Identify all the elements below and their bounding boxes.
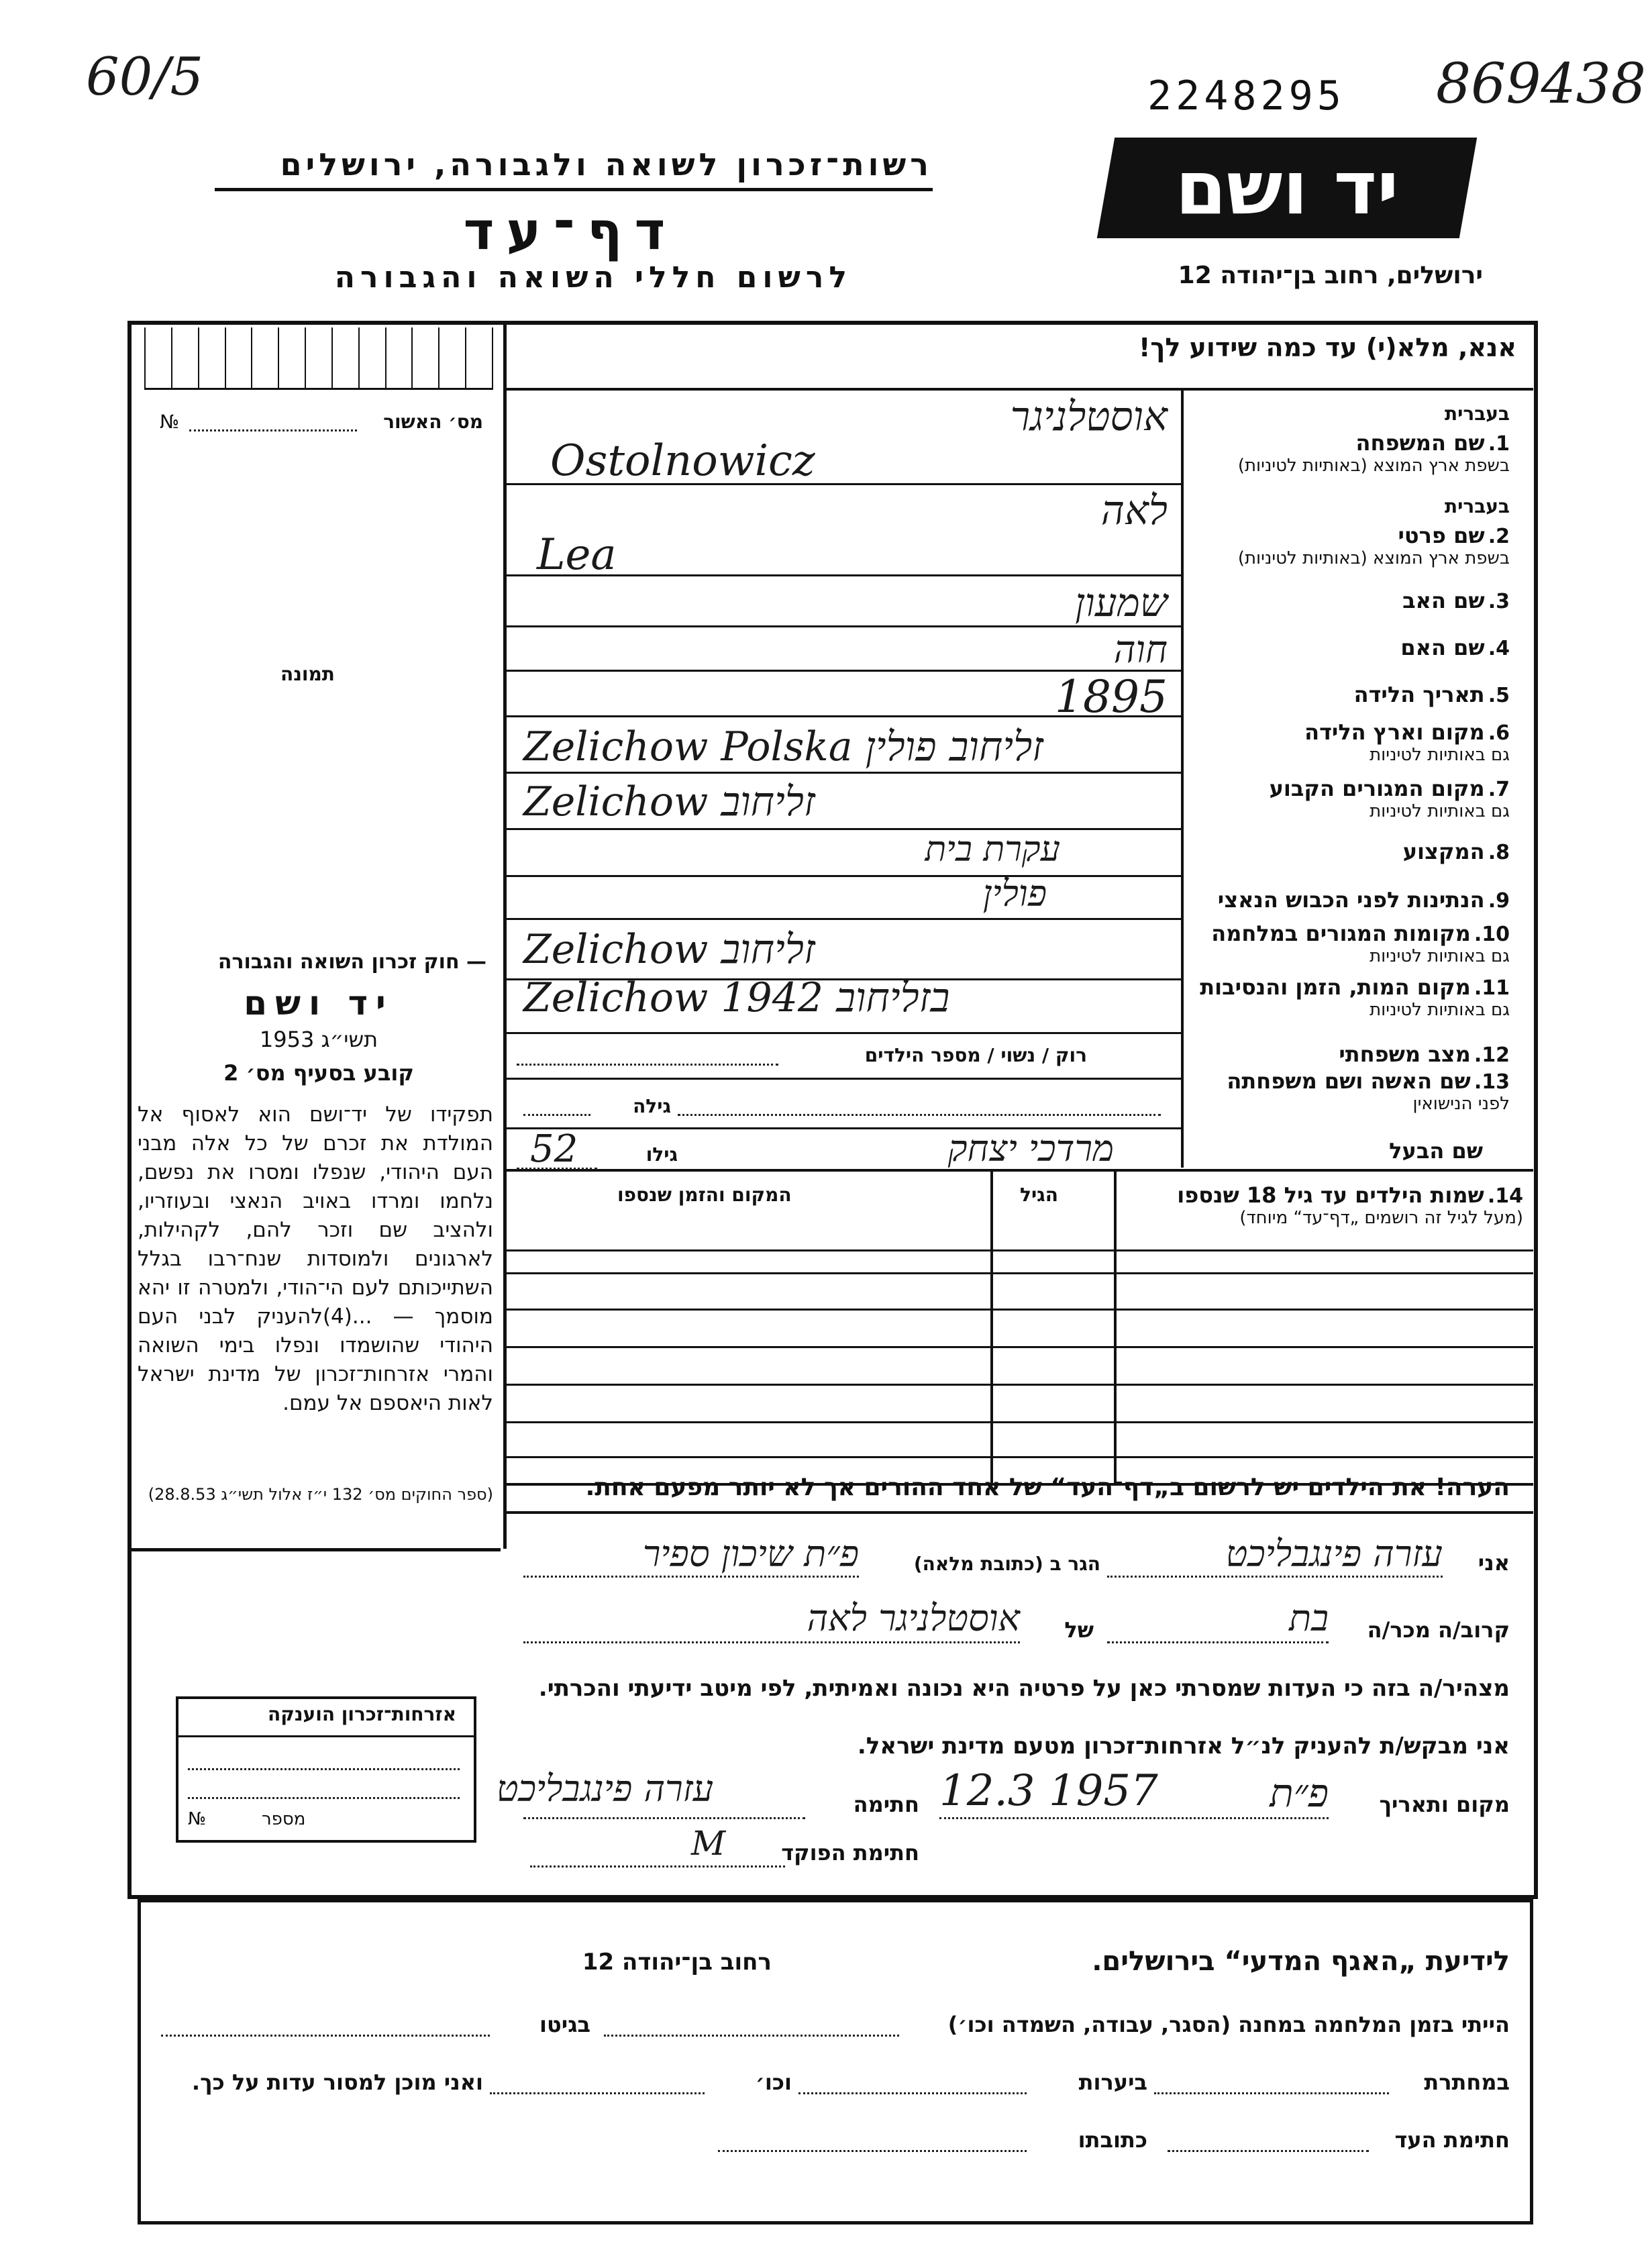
law-name: יד ושם <box>244 984 394 1023</box>
approval-no-label: מס׳ האשור <box>383 411 483 433</box>
wartime-residence[interactable]: Zelichow זליחוב <box>523 926 815 973</box>
place-value[interactable]: פ״ת <box>1270 1770 1329 1816</box>
field-12-number: 12. <box>1474 1043 1510 1067</box>
field-3-label: שם האב <box>1402 588 1485 613</box>
field-11-number: 11. <box>1474 976 1510 1000</box>
corner-handwritten-note: 60/5 <box>86 47 204 107</box>
of-label: של <box>1064 1617 1094 1643</box>
nationality[interactable]: פולין <box>982 872 1047 915</box>
field-1-hebrew-tag: בעברית <box>1444 403 1510 425</box>
victim-name-repeat[interactable]: אוסטלניגר לאה <box>807 1597 1020 1639</box>
scientific-dept-address: רחוב בן־יהודה 12 <box>582 1949 772 1976</box>
declarant-label: אני <box>1478 1550 1510 1576</box>
field-1-number: 1. <box>1488 432 1510 456</box>
place-date-label: מקום ותאריך <box>1379 1792 1510 1817</box>
field-12-label: מצב משפחתי <box>1339 1041 1471 1067</box>
first-name-hebrew[interactable]: לאה <box>1100 487 1168 534</box>
field-10-label: מקומות המגורים במלחמה <box>1211 921 1471 946</box>
scientific-dept-title: לידיעת „האגף המדעי“ בירושלים. <box>1092 1946 1510 1977</box>
birth-place[interactable]: Zelichow Polska זליחוב פולין <box>523 723 1043 770</box>
date-value[interactable]: 12.3 1957 <box>939 1766 1158 1816</box>
law-clause: קובע בסעיף מס׳ 2 <box>223 1060 414 1086</box>
field-1-sub: בשפת ארץ המוצא (באותיות לטיניות) <box>1237 456 1510 476</box>
authority-heading: רשות־זכרון לשואה ולגבורה, ירושלים <box>215 146 933 191</box>
forests-label: ביערות <box>1078 2069 1147 2095</box>
husband-age[interactable]: 52 <box>530 1127 578 1171</box>
field-13-sub: לפני הנישואין <box>1412 1094 1510 1114</box>
tear-strip <box>144 327 493 390</box>
approval-no-symbol: № <box>160 411 180 433</box>
address-label: הגר ב (כתובת מלאה) <box>913 1553 1100 1575</box>
etc-label: וכו׳ <box>755 2069 792 2095</box>
field-1-label: שם המשפחה <box>1355 430 1485 456</box>
field-11-label: מקום המות, הזמן והנסיבות <box>1200 974 1471 1000</box>
field-9-label: הנתינות לפני הכבוש הנאצי <box>1217 887 1485 913</box>
yad-vashem-logo <box>1097 138 1477 238</box>
field-8-number: 8. <box>1488 841 1510 864</box>
declarant-signature[interactable]: עזרה פינגבליכט <box>497 1768 714 1810</box>
family-name-hebrew[interactable]: אוסטלניגר <box>1010 393 1168 440</box>
logo-text: יד ושם <box>1175 145 1399 231</box>
law-text: תפקידו של יד־ושם הוא לאסוף אל המולדת את זכרם של כל אלה מבני העם היהודי, שנפלו ומסרו את נפשם, נלחמו ומרדו באויב הנאצי ובעוזריו, ולהציב שם וזכר להם, לקהילות, לארגונים ולמוסדות שנח־רבו בגלל השתייכותם לעם הי־הודי, ולמטרה זו יהא מוסמך — ...(4)להעניק לבני העם היהודי שהושמדו ונפלו בימי השואה והמרי אזרחות־זכרון של מדינת ישראל לאות היאספם אל עמם. <box>138 1103 493 1415</box>
relation-value[interactable]: בת <box>1289 1597 1329 1639</box>
permanent-residence[interactable]: Zelichow זליחוב <box>523 778 815 825</box>
field-13-number: 13. <box>1474 1070 1510 1094</box>
field-5-number: 5. <box>1488 684 1510 707</box>
law-title: — חוק זכרון השואה והגבורה <box>217 950 486 974</box>
field-13-label: שם האשה ושם משפחתה <box>1227 1068 1471 1094</box>
citizenship-box-number-label: מספר <box>262 1809 306 1829</box>
children-sub: (מעל לגיל זה רושמים „דף־עד“ מיוחד) <box>1239 1208 1523 1228</box>
field-14-number: 14. <box>1487 1184 1523 1208</box>
field-10-number: 10. <box>1474 923 1510 946</box>
field-2-sub: בשפת ארץ המוצא (באותיות לטיניות) <box>1237 548 1510 568</box>
witness-address-label: כתובתו <box>1078 2127 1147 2153</box>
field-2-label-group <box>1188 495 1510 568</box>
husband-age-label: גילו <box>646 1143 678 1166</box>
field-5-label: תאריך הלידה <box>1353 682 1485 707</box>
children-col-age: הגיל <box>1020 1184 1058 1206</box>
field-7-label: מקום המגורים הקבוע <box>1269 776 1485 801</box>
law-reference: (ספר החוקים מס׳ 132 י״ז אלול תשי״ג 28.8.53) <box>148 1485 493 1504</box>
law-year: תשי״ג 1953 <box>259 1027 378 1052</box>
field-11-sub: גם באותיות לטיניות <box>1370 1000 1510 1020</box>
camp-question: הייתי בזמן המלחמה במחנה (הסגר, עבודה, השמדה וכו׳) <box>947 2012 1510 2037</box>
declaration-statement: מצהיר/ה בזה כי העדות שמסרתי כאן על פרטיה היא נכונה ואמיתית, לפי מיטב ידיעתי והכרתי. <box>538 1675 1510 1702</box>
field-4-number: 4. <box>1488 637 1510 660</box>
citizenship-box-number-symbol: № <box>188 1809 207 1829</box>
field-6-sub: גם באותיות לטיניות <box>1370 745 1510 765</box>
field-3-number: 3. <box>1488 590 1510 613</box>
witness-signature-label: חתימת העד <box>1394 2127 1510 2153</box>
wife-age-label: גילה <box>633 1095 671 1117</box>
mother-name[interactable]: חוה <box>1113 628 1168 672</box>
field-10-sub: גם באותיות לטיניות <box>1370 946 1510 966</box>
husband-label: שם הבעל <box>1389 1138 1483 1164</box>
field-2-label: שם פרטי <box>1398 523 1485 548</box>
field-9-number: 9. <box>1488 889 1510 913</box>
form-subtitle: לרשום חללי השואה והגבורה <box>334 260 852 295</box>
first-name-latin[interactable]: Lea <box>537 530 617 580</box>
header-address: ירושלים, רחוב בן־יהודה 12 <box>1178 262 1483 289</box>
testimony-ready: ואני מוכן למסור עדות על כך. <box>191 2069 483 2095</box>
family-name-latin[interactable]: Ostolnowicz <box>550 436 815 486</box>
marital-status[interactable]: רוק / נשוי / מספר הילדים <box>864 1044 1087 1066</box>
field-6-label: מקום וארץ הלידה <box>1304 719 1485 745</box>
birth-date[interactable]: 1895 <box>1055 671 1168 723</box>
field-1-label-group <box>1188 403 1510 476</box>
underground-label: במחתרת <box>1424 2069 1510 2095</box>
occupation[interactable]: עקרת בית <box>925 829 1060 870</box>
field-7-number: 7. <box>1488 778 1510 801</box>
father-name[interactable]: שמעון <box>1075 580 1168 625</box>
field-4-label: שם האם <box>1400 635 1485 660</box>
declarant-address[interactable]: פ״ת שיכון ספיר <box>642 1533 859 1575</box>
relation-label: קרוב/ה מכר/ה <box>1367 1617 1510 1643</box>
ghetto-label: בגיטו <box>539 2012 590 2037</box>
field-6-number: 6. <box>1488 721 1510 745</box>
husband-name[interactable]: מרדכי יצחק <box>947 1127 1114 1170</box>
declarant-name[interactable]: עזרה פינגבליכט <box>1225 1533 1443 1575</box>
photo-label: תמונה <box>280 663 335 685</box>
children-note: הערה! את הילדים יש לרשום ב„דף־העד“ של אחד ההורים אך לא יותר מפעם אחת. <box>585 1474 1510 1501</box>
citizenship-box-title: אזרחות־זכרון הוענקה <box>268 1703 456 1725</box>
officer-signature-label: חתימת הפוקד <box>781 1840 919 1865</box>
form-number: 2248295 <box>1147 72 1345 119</box>
children-label: שמות הילדים עד גיל 18 שנספו <box>1177 1182 1484 1208</box>
officer-signature[interactable]: M <box>691 1824 726 1863</box>
field-2-number: 2. <box>1488 525 1510 548</box>
instruction: אנא, מלא(י) עד כמה שידוע לך! <box>1139 333 1516 362</box>
corner-handwritten-number: 869438 <box>1436 52 1647 116</box>
signature-label: חתימה <box>853 1792 919 1817</box>
field-2-hebrew-tag: בעברית <box>1444 495 1510 517</box>
place-of-death[interactable]: Zelichow 1942 בזליחוב <box>523 974 950 1021</box>
children-col-place: המקום והזמן שנספו <box>617 1184 792 1206</box>
citizenship-request: אני מבקש/ת להעניק לנ״ל אזרחות־זכרון מטעם מדינת ישראל. <box>857 1733 1510 1759</box>
field-8-label: המקצוע <box>1402 839 1485 864</box>
form-title: דף־עד <box>463 201 678 262</box>
field-7-sub: גם באותיות לטיניות <box>1370 801 1510 821</box>
